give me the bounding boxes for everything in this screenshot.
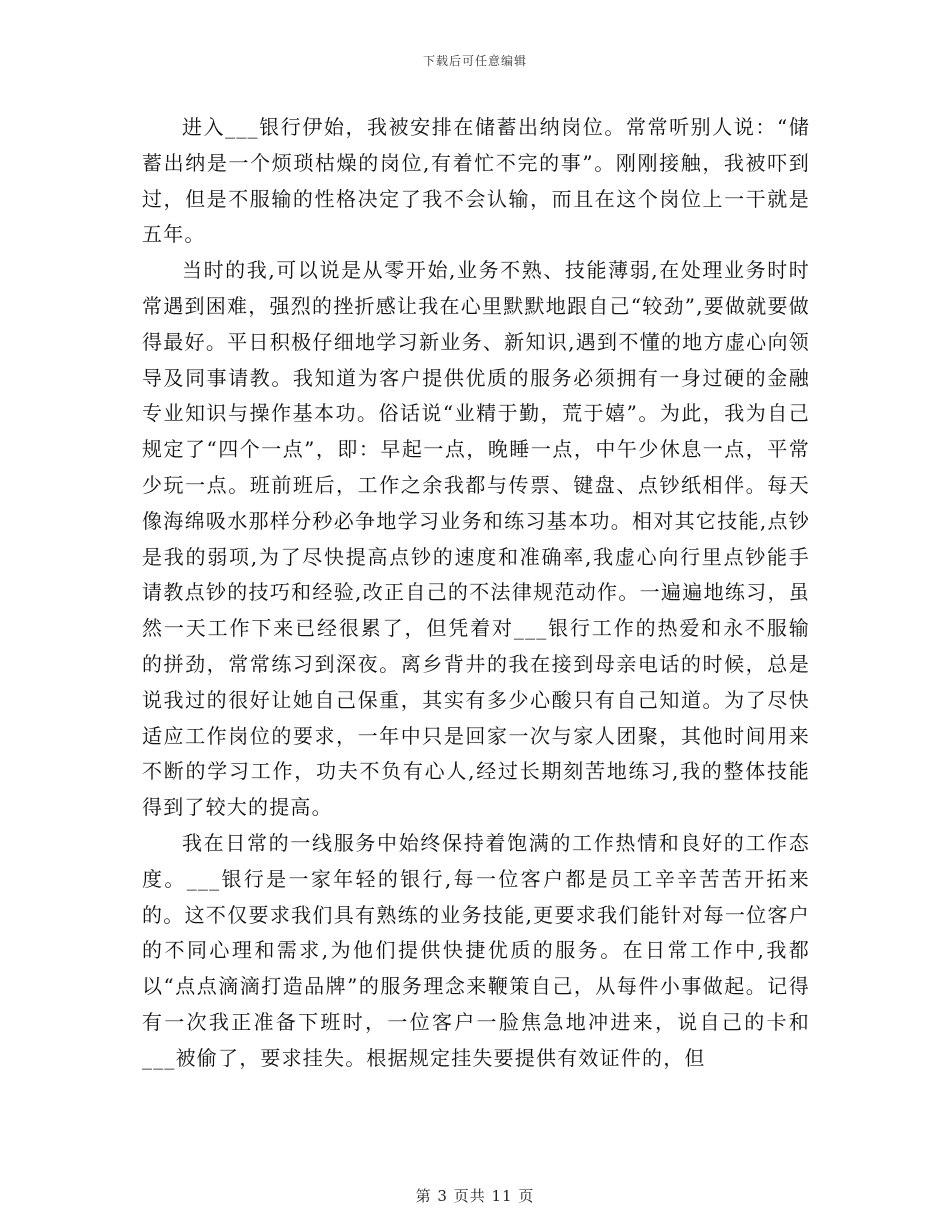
page-footer: 第 3 页共 11 页 (415, 1187, 535, 1205)
document-body (142, 110, 810, 1077)
page-header: 下载后可任意编辑 (422, 54, 527, 68)
paragraph-1: 进入___银行伊始，我被安排在储蓄出纳岗位。常常听别人说：“储蓄出纳是一个烦琐枯燥的岗位,有着忙不完的事”。刚刚接触，我被吓到过，但是不服输的性格决定了我不会认输，而且在这个岗位上一干就是五年。 (142, 115, 810, 247)
paragraph-3: 我在日常的一线服务中始终保持着饱满的工作热情和良好的工作态度。___银行是一家年轻的银行,每一位客户都是员工辛辛苦苦开拓来的。这不仅要求我们具有熟练的业务技能,更要求我们能针对每一位客户的不同心理和需求,为他们提供快捷优质的服务。在日常工作中,我都以“点点滴滴打造品牌”的服务理念来鞭策自己，从每件小事做起。记得有一次我正准备下班时，一位客户一脸焦急地冲进来，说自己的卡和___被偷了，要求挂失。根据规定挂失要提供有效证件的，但 (142, 830, 810, 1070)
paragraph-2: 当时的我,可以说是从零开始,业务不熟、技能薄弱,在处理业务时时常遇到困难，强烈的挫折感让我在心里默默地跟自己“较劲”,要做就要做得最好。平日积极仔细地学习新业务、新知识,遇到不懂的地方虚心向领导及同事请教。我知道为客户提供优质的服务必须拥有一身过硬的金融专业知识与操作基本功。俗话说“业精于勤，荒于嬉”。为此，我为自己规定了“四个一点”，即：早起一点，晚睡一点，中午少休息一点，平常少玩一点。班前班后，工作之余我都与传票、键盘、点钞纸相伴。每天像海绵吸水那样分秒必争地学习业务和练习基本功。相对其它技能,点钞是我的弱项,为了尽快提高点钞的速度和准确率,我虚心向行里点钞能手请教点钞的技巧和经验,改正自己的不法律规范动作。一遍遍地练习，虽然一天工作下来已经很累了，但凭着对___银行工作的热爱和永不服输的拼劲，常常练习到深夜。离乡背井的我在接到母亲电话的时候，总是说我过的很好让她自己保重，其实有多少心酸只有自己知道。为了尽快适应工作岗位的要求，一年中只是回家一次与家人团聚，其他时间用来不断的学习工作，功夫不负有心人,经过长期刻苦地练习,我的整体技能得到了较大的提高。 (142, 258, 810, 820)
